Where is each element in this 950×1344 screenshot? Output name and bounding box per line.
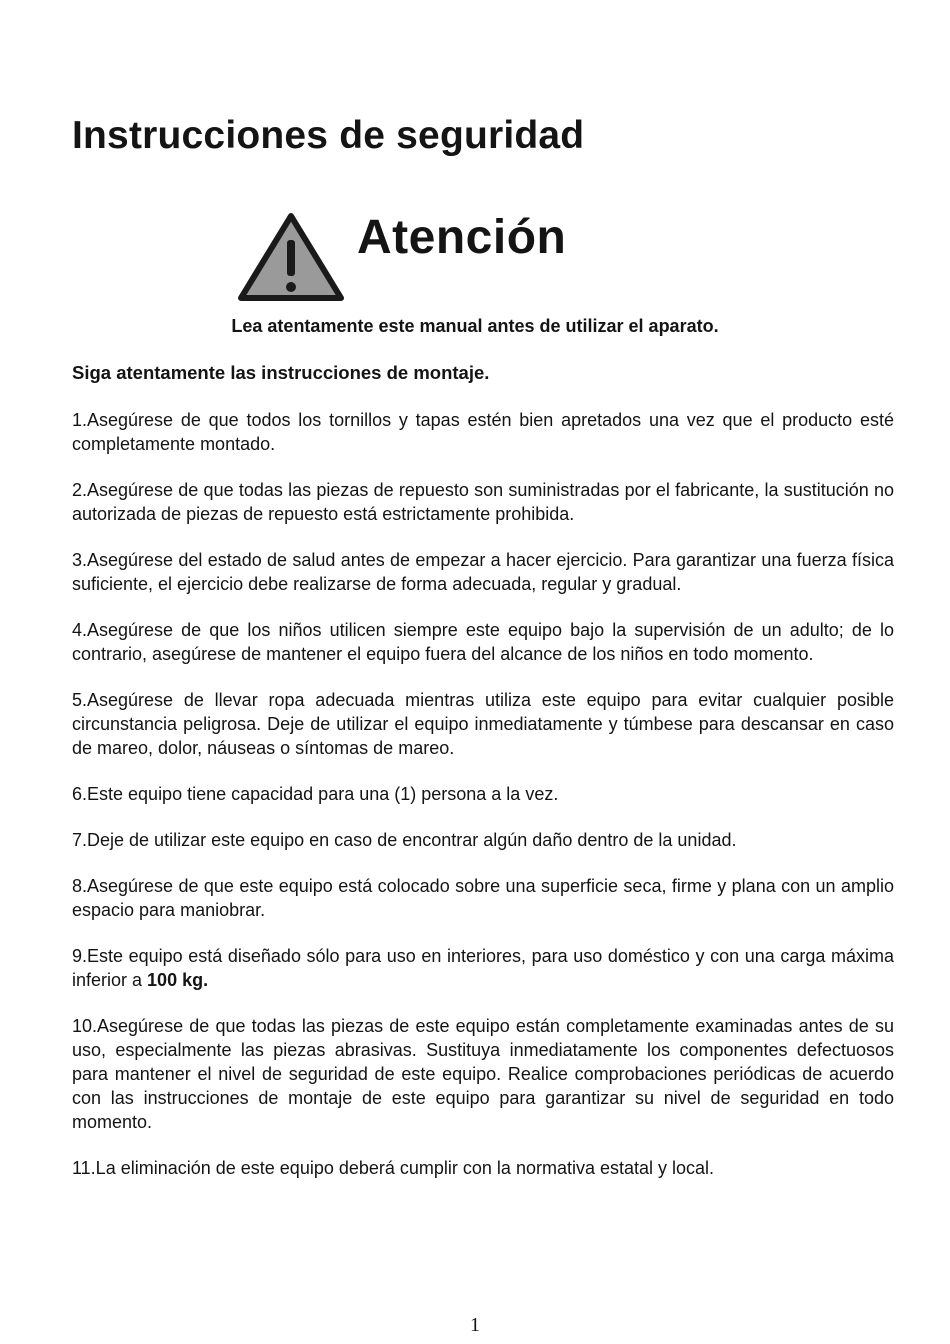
warning-header bbox=[237, 212, 597, 304]
list-item: 5.Asegúrese de llevar ropa adecuada mientras utiliza este equipo para evitar cualquier posible circunstancia peligrosa. Deje de utilizar el equipo inmediatamente y túmbese para descansar en caso de mareo, dolor, náuseas o síntomas de mareo. bbox=[72, 690, 894, 758]
list-item: 1.Asegúrese de que todos los tornillos y tapas estén bien apretados una vez que el producto esté completamente montado. bbox=[72, 410, 894, 454]
warning-triangle-icon bbox=[237, 212, 345, 302]
list-item: 11.La eliminación de este equipo deberá cumplir con la normativa estatal y local. bbox=[72, 1158, 715, 1178]
list-item: 3.Asegúrese del estado de salud antes de empezar a hacer ejercicio. Para garantizar una fuerza física suficiente, el ejercicio debe realizarse de forma adecuada, regular y gradual. bbox=[72, 550, 894, 594]
max-load-value: 100 kg. bbox=[147, 970, 209, 990]
list-item: 8.Asegúrese de que este equipo está colocado sobre una superficie seca, firme y plana con un amplio espacio para maniobrar. bbox=[72, 876, 894, 920]
list-item: 7.Deje de utilizar este equipo en caso de encontrar algún daño dentro de la unidad. bbox=[72, 830, 737, 850]
list-item: 4.Asegúrese de que los niños utilicen siempre este equipo bajo la supervisión de un adulto; de lo contrario, asegúrese de mantener el equipo fuera del alcance de los niños en todo momento. bbox=[72, 620, 894, 664]
list-item: 10.Asegúrese de que todas las piezas de este equipo están completamente examinadas antes de su uso, especialmente las piezas abrasivas. Sustituya inmediatamente los componentes defectuosos para mantener el nivel de seguridad de este equipo. Realice comprobaciones periódicas de acuerdo con las instrucciones de montaje de este equipo para garantizar su nivel de seguridad en todo momento. bbox=[72, 1016, 894, 1132]
safety-instructions-list bbox=[72, 408, 894, 1202]
warning-title: Atención bbox=[357, 211, 567, 264]
list-item: 9.Este equipo está diseñado sólo para uso en interiores, para uso doméstico y con una carga máxima inferior a 100 kg. bbox=[72, 946, 894, 990]
intro-text: Siga atentamente las instrucciones de montaje. bbox=[72, 362, 490, 383]
list-item: 2.Asegúrese de que todas las piezas de repuesto son suministradas por el fabricante, la sustitución no autorizada de piezas de repuesto está estrictamente prohibida. bbox=[72, 480, 894, 524]
list-item: 6.Este equipo tiene capacidad para una (1) persona a la vez. bbox=[72, 784, 559, 804]
page-title: Instrucciones de seguridad bbox=[72, 114, 585, 157]
read-manual-note: Lea atentamente este manual antes de utilizar el aparato. bbox=[231, 316, 719, 336]
page-number: 1 bbox=[470, 1314, 480, 1336]
